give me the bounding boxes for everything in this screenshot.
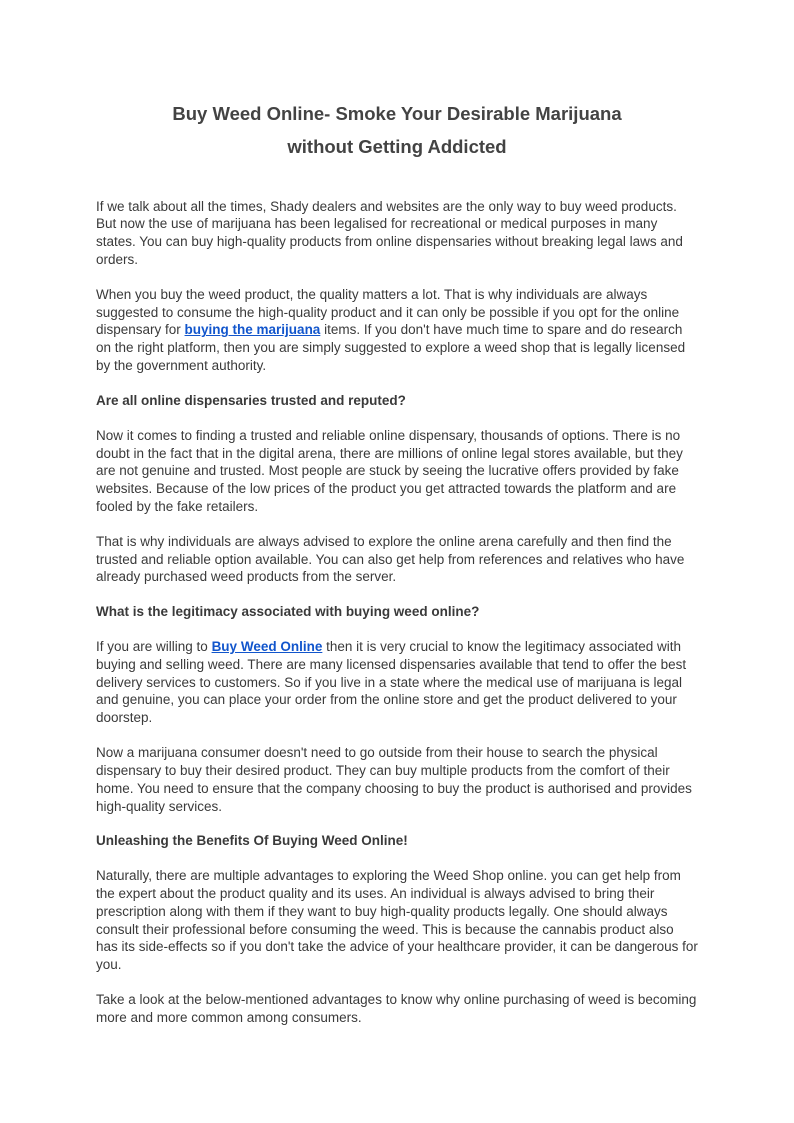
paragraph-home-delivery: Now a marijuana consumer doesn't need to go outside from their house to search the physical dispensary to buy their desired product. They can buy multiple products from the comfort of their home. You need to ensure that the company choosing to buy the product is authorised and provides high-quality services. [96, 745, 692, 814]
paragraph-quality [96, 286, 698, 375]
document-title [96, 97, 698, 164]
buy-weed-online-link[interactable]: Buy Weed Online [211, 639, 323, 655]
paragraph-benefits: Naturally, there are multiple advantages to exploring the Weed Shop online. you can get help from the expert about the product quality and its uses. An individual is always advised to bring their prescription along with them if they want to buy high-quality products legally. One should always consult their professional before consuming the weed. This is because the cannabis product also has its side-effects so if you don't take the advice of your healthcare provider, it can be dangerous for you. [96, 868, 698, 973]
document-title-line1: Buy Weed Online- Smoke Your Desirable Marijuana [172, 103, 622, 124]
document-title-line2: without Getting Addicted [287, 136, 507, 158]
heading-trusted-dispensaries: Are all online dispensaries trusted and reputed? [96, 392, 406, 408]
paragraph-finding-dispensary: Now it comes to finding a trusted and reliable online dispensary, thousands of options. There is no doubt in the fact that in the digital arena, there are millions of online legal stores available, but they are not genuine and trusted. Most people are stuck by seeing the lucrative offers provided by fake websites. Because of the low prices of the product you get attracted towards the platform and are fooled by the fake retailers. [96, 427, 683, 514]
paragraph-quality-text-before: When you buy the weed product, the quality matters a lot. That is why individuals are always suggested to consume the high-quality product and it can only be possible if you opt for the online dispensary for [96, 286, 680, 338]
heading-legitimacy: What is the legitimacy associated with buying weed online? [96, 604, 480, 620]
heading-benefits: Unleashing the Benefits Of Buying Weed Online! [96, 833, 408, 849]
buying-the-marijuana-link[interactable]: buying the marijuana [184, 322, 321, 338]
paragraph-intro: If we talk about all the times, Shady dealers and websites are the only way to buy weed products. But now the use of marijuana has been legalised for recreational or medical purposes in many states. You can buy high-quality products from online dispensaries without breaking legal laws and orders. [96, 198, 683, 268]
paragraph-legitimacy [96, 638, 698, 727]
paragraph-quality-text-after: items. If you don't have much time to spare and do research on the right platform, then you are simply suggested to explore a weed shop that is legally licensed by the government authority. [96, 322, 686, 374]
paragraph-advantages-intro: Take a look at the below-mentioned advantages to know why online purchasing of weed is becoming more and more common among consumers. [96, 992, 697, 1025]
paragraph-legitimacy-text-before: If you are willing to [96, 639, 212, 655]
paragraph-legitimacy-text-after: then it is very crucial to know the legitimacy associated with buying and selling weed. There are many licensed dispensaries available that tend to offer the best delivery services to customers. So if you live in a state where the medical use of marijuana is legal and genuine, you can place your order from the online store and get the product delivered to your doorstep. [96, 639, 687, 726]
paragraph-explore-carefully: That is why individuals are always advised to explore the online arena carefully and then find the trusted and reliable option available. You can also get help from references and relatives who have already purchased weed products from the server. [96, 533, 685, 585]
